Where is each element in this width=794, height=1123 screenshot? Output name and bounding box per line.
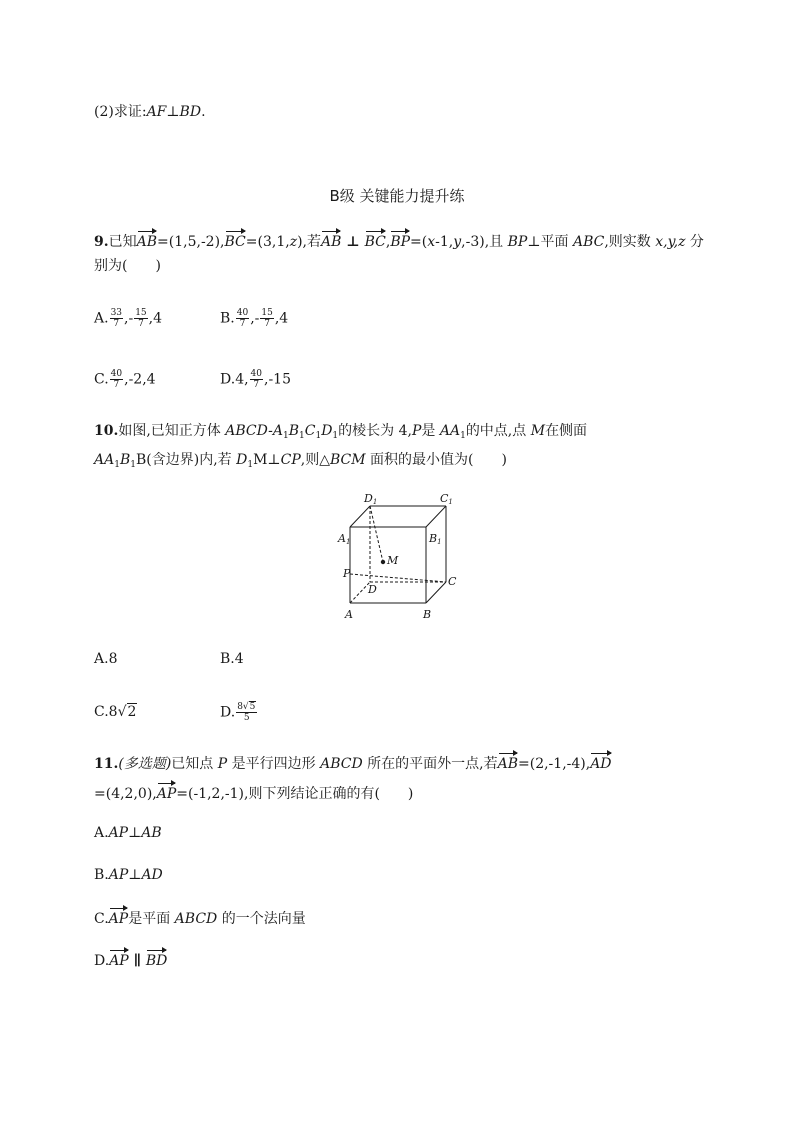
q9-text: 分 — [685, 234, 704, 250]
q10-text: 面积的最小值为( ) — [365, 452, 507, 468]
option-label: D. — [220, 704, 236, 721]
q9-option-b[interactable] — [220, 308, 288, 329]
q10-line2: $AA_1B_1B$(含边界)内,若 $D_1M\perp CP$,则△BCM 面积的最小值为( ) — [94, 452, 507, 470]
q8-part2-math: AF⊥BD — [146, 104, 202, 120]
var-z: z — [289, 234, 298, 250]
q10-text: ,则△ — [300, 452, 330, 468]
label-m: M — [387, 554, 399, 567]
cube-figure — [330, 490, 470, 630]
option-label: D. — [94, 953, 110, 969]
subscript: 1 — [460, 431, 466, 441]
option-value: 8 — [108, 651, 118, 667]
label-p: P — [343, 567, 351, 580]
q10-option-b[interactable] — [220, 649, 244, 669]
radicand: 5 — [249, 702, 256, 712]
fraction-denominator: 7 — [113, 319, 120, 329]
label-d: D — [368, 583, 377, 596]
option-label: A. — [94, 825, 109, 841]
label-a1: A1 — [338, 532, 351, 546]
face-name: AA — [94, 452, 115, 468]
fraction — [250, 369, 263, 390]
fraction-denominator: 7 — [138, 319, 144, 329]
fraction-numerator: 15 — [261, 308, 273, 318]
edge-b1c1 — [426, 506, 446, 527]
option-text: 4, — [235, 371, 249, 388]
fraction-numerator: 15 — [135, 308, 147, 318]
label-c1: C1 — [440, 492, 453, 506]
option-text: ,4 — [274, 310, 289, 327]
fraction — [236, 702, 257, 723]
q10-text: 的中点,点 — [465, 423, 531, 439]
edge-a1d1 — [350, 506, 370, 527]
q8-part2-suffix: . — [201, 104, 206, 120]
option-label: A. — [94, 310, 109, 327]
edge-bc — [426, 582, 446, 603]
vector-ap: AP — [109, 907, 129, 929]
q10-text: 是 — [421, 423, 440, 439]
subscript: 1 — [315, 431, 322, 441]
vector-ap: AP — [157, 782, 177, 804]
option-text: ,- — [124, 310, 134, 327]
q10-number: 10. — [94, 423, 119, 439]
q11-number: 11. — [94, 756, 119, 772]
label-b1: B1 — [429, 532, 442, 546]
q11-text: 是平行四边形 — [227, 756, 321, 772]
label-d1: D1 — [364, 492, 378, 506]
option-label: C. — [94, 371, 109, 388]
option-label: A. — [94, 651, 109, 667]
vector-ab: AB — [137, 230, 157, 252]
q11-text: =(4,2,0), — [94, 786, 157, 802]
q10-line1: 10.如图,已知正方体 ABCD-$A_1B_1C_1D_1$的棱长为 4,P是 $AA_1$的中点,点 M在侧面 — [94, 423, 588, 441]
subscript: 1 — [332, 431, 339, 441]
vector-bc: BC — [225, 230, 246, 252]
option-text: 的一个法向量 — [217, 911, 306, 927]
cube-name: ABCD-A — [225, 423, 283, 439]
point-d1: D — [236, 452, 248, 468]
q10-option-d[interactable] — [220, 702, 258, 723]
var-y: y — [453, 234, 462, 250]
vector-ap: AP — [109, 949, 129, 971]
q9-text: =(1,5,-2), — [157, 234, 225, 250]
q9-text: ,-3),且 — [461, 234, 508, 250]
perp-symbol: ⊥ — [341, 234, 365, 250]
fraction-denominator: 7 — [113, 380, 120, 390]
subscript: 1 — [130, 460, 136, 470]
fraction-denominator: 7 — [264, 319, 270, 329]
option-label: C. — [94, 911, 109, 927]
fraction-denominator: 5 — [243, 713, 250, 723]
fraction-numerator: 40 — [110, 369, 123, 379]
fraction — [110, 308, 123, 329]
q11-line1 — [94, 752, 612, 774]
q11-option-b[interactable] — [94, 865, 163, 885]
q9-text: =( — [410, 234, 428, 250]
section-title: B级 关键能力提升练 — [329, 187, 465, 205]
q9-text: =(3,1, — [245, 234, 290, 250]
q9-option-d[interactable] — [220, 369, 291, 390]
q9-text: , — [385, 234, 391, 250]
option-math: AP⊥AB — [108, 825, 162, 841]
fraction-numerator: 8√5 — [237, 702, 256, 712]
q9-line2: 别为( ) — [94, 258, 161, 274]
var-x: x — [427, 234, 436, 250]
q11-option-d[interactable] — [94, 949, 167, 971]
vector-bd: BD — [146, 949, 168, 971]
fraction-numerator: 40 — [250, 369, 262, 379]
q10-text: M⊥ — [253, 452, 281, 468]
subscript: 1 — [299, 431, 305, 441]
segment-pc — [350, 574, 446, 582]
option-text: ,- — [250, 310, 260, 327]
option-text: ,4 — [148, 310, 163, 327]
label-c: C — [448, 575, 457, 588]
vector-bp: BP — [390, 230, 410, 252]
option-label: D. — [220, 371, 236, 388]
vars-xyz: x,y,z — [655, 234, 686, 250]
multi-choice-tag: (多选题) — [118, 756, 172, 772]
subscript: 1 — [247, 460, 254, 470]
q11-text: 所在的平面外一点,若 — [362, 756, 498, 772]
fraction-denominator: 7 — [239, 319, 246, 329]
triangle-bcm: BCM — [329, 452, 366, 468]
fraction — [134, 308, 147, 329]
q11-option-c[interactable] — [94, 907, 306, 929]
q11-text: =(-1,2,-1),则下列结论正确的有( ) — [176, 786, 414, 802]
q11-text: =(2,-1,-4), — [518, 756, 591, 772]
q10-text: B(含边界)内,若 — [136, 452, 237, 468]
option-label: C. — [94, 704, 109, 720]
fraction — [236, 308, 249, 329]
fraction-numerator: 33 — [110, 308, 123, 318]
q9-line1 — [94, 230, 704, 252]
parallelogram-abcd: ABCD — [320, 756, 363, 772]
vector-ab: AB — [321, 230, 341, 252]
q9-option-c[interactable] — [94, 369, 156, 390]
q11-option-a[interactable] — [94, 823, 162, 843]
q9-number: 9. — [94, 234, 109, 250]
q10-text: 的棱长为 4, — [338, 423, 412, 439]
q10-text: 如图,已知正方体 — [118, 423, 226, 439]
option-label: B. — [220, 310, 235, 327]
q8-part2 — [94, 102, 206, 122]
fraction — [260, 308, 273, 329]
q10-option-c[interactable] — [94, 702, 137, 722]
option-text: 是平面 — [128, 911, 175, 927]
plane-abcd: ABCD — [174, 911, 218, 927]
coef: 8 — [237, 702, 243, 712]
q9-option-a[interactable] — [94, 308, 162, 329]
q9-text: ,则实数 — [604, 234, 656, 250]
option-math: AP⊥AD — [108, 867, 163, 883]
q9-text: ⊥平面 — [527, 234, 573, 250]
vector-ad: AD — [590, 752, 611, 774]
label-a: A — [345, 608, 353, 621]
q10-text: 在侧面 — [545, 423, 588, 439]
q11-text: 已知点 — [171, 756, 218, 772]
subscript: 1 — [114, 460, 120, 470]
subscript: 1 — [282, 431, 289, 441]
parallel-symbol: ∥ — [128, 953, 146, 969]
point-p: P — [411, 423, 422, 439]
option-value: 4 — [234, 651, 244, 667]
point-m: M — [530, 423, 546, 439]
segment-aa1: AA — [439, 423, 461, 439]
segment-cp: CP — [280, 452, 301, 468]
segment-bp: BP — [507, 234, 528, 250]
q9-text: ),若 — [297, 234, 321, 250]
point-m-dot — [381, 560, 385, 564]
plane-abc: ABC — [572, 234, 605, 250]
q10-option-a[interactable] — [94, 649, 117, 669]
segment-d1m — [370, 506, 383, 562]
point-p: P — [217, 756, 228, 772]
sqrt: √2 — [117, 704, 137, 720]
option-label: B. — [94, 867, 109, 883]
option-value: 8 — [108, 704, 118, 720]
edge-ad-hidden — [350, 582, 370, 603]
option-text: ,-15 — [264, 371, 291, 388]
label-b: B — [423, 608, 432, 621]
vector-bc: BC — [365, 230, 386, 252]
q8-part2-prefix: (2)求证: — [94, 104, 147, 120]
option-text: ,-2,4 — [124, 371, 156, 388]
q9-text: 已知 — [108, 234, 137, 250]
q9-text: -1, — [435, 234, 454, 250]
vector-ab: AB — [498, 752, 518, 774]
fraction-numerator: 40 — [236, 308, 249, 318]
q11-line2 — [94, 782, 413, 804]
radicand: 2 — [127, 704, 137, 720]
option-label: B. — [220, 651, 235, 667]
fraction-denominator: 7 — [253, 380, 260, 390]
fraction — [110, 369, 123, 390]
